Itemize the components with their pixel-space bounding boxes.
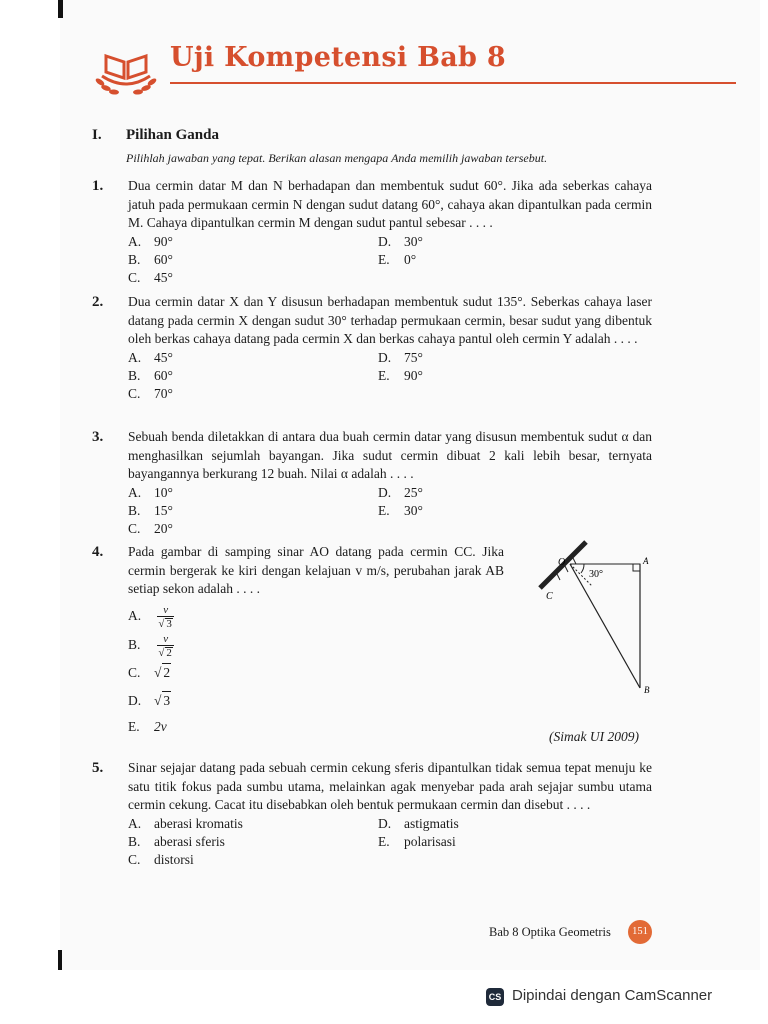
page-corner-mark xyxy=(58,0,63,18)
chapter-title: Uji Kompetensi Bab 8 xyxy=(170,42,506,73)
option-b[interactable]: B. 60° xyxy=(128,367,173,383)
title-underline xyxy=(170,82,736,84)
option-d[interactable]: D. √ 3 xyxy=(128,691,171,711)
answer-options xyxy=(128,349,652,405)
option-e[interactable]: E. 0° xyxy=(378,251,417,267)
option-c[interactable]: C. 70° xyxy=(128,385,173,401)
question-number: 5. xyxy=(92,760,104,776)
option-b[interactable]: B. aberasi sferis xyxy=(128,833,225,849)
option-e[interactable]: E. 30° xyxy=(378,502,423,518)
chapter-header xyxy=(92,38,652,98)
option-c[interactable]: C. 20° xyxy=(128,520,173,536)
answer-options xyxy=(128,599,504,734)
question-3 xyxy=(92,428,652,540)
option-b[interactable]: B. $\frac{v}{√ 2}$ xyxy=(128,632,172,659)
label-c: C xyxy=(546,591,553,602)
answer-options xyxy=(128,484,652,540)
option-d[interactable]: D. 30° xyxy=(378,233,423,249)
option-e[interactable]: E. 2v xyxy=(128,718,167,734)
question-text: Dua cermin datar X dan Y disusun berhadapan membentuk sudut 135°. Seberkas cahaya laser datang pada cermin X dengan sudut 30° terhadap permukaan cermin, besar sudut yang dibentuk oleh berkas cahaya datang pada cermin X dan berkas cahaya pantul oleh cermin Y adalah . . . . xyxy=(128,294,652,346)
option-b[interactable]: B. 15° xyxy=(128,502,173,518)
option-a[interactable]: A. 90° xyxy=(128,233,173,249)
question-text: Dua cermin datar M dan N berhadapan dan membentuk sudut 60°. Jika ada seberkas cahaya jatuh pada permukaan cermin N dengan sudut datang 60°, cahaya akan dipantulkan pada cermin M. Cahaya dipantulkan cermin M dengan sudut pantul sebesar . . . . xyxy=(128,178,652,230)
page-number-badge: 151 xyxy=(628,920,652,944)
section-name: Pilihan Ganda xyxy=(126,127,219,143)
mirror-diagram xyxy=(532,540,662,700)
question-number: 3. xyxy=(92,429,104,445)
question-2 xyxy=(92,293,652,405)
fraction: $\frac{v}{√ 2}$ xyxy=(158,632,172,659)
question-text: Sinar sejajar datang pada sebuah cermin cekung sferis dipantulkan tidak semua tepat menuju ke satu titik fokus pada sumbu utama, melainkan agak menyebar pada arah sejajar sumbu utama cermin cekung. Cacat itu disebabkan oleh bentuk permukaan cermin dan disebut . . . . xyxy=(128,760,652,812)
label-o: O xyxy=(558,557,566,568)
watermark-text: Dipindai dengan CamScanner xyxy=(512,987,713,1004)
option-e[interactable]: E. polarisasi xyxy=(378,833,456,849)
camscanner-logo-icon: CS xyxy=(486,988,504,1006)
question-text: Pada gambar di samping sinar AO datang pada cermin CC. Jika cermin bergerak ke kiri dengan kelajuan v m/s, perubahan jarak AB setiap sekon adalah . . . . xyxy=(128,544,504,596)
book-laurel-icon xyxy=(92,42,160,96)
section-instruction: Pilihlah jawaban yang tepat. Berikan alasan mengapa Anda memilih jawaban tersebut. xyxy=(126,151,548,165)
right-angle-mark xyxy=(633,564,640,571)
label-a: A xyxy=(643,556,649,566)
question-4 xyxy=(92,543,504,734)
question-number: 2. xyxy=(92,294,104,310)
section-number: I. xyxy=(92,127,102,143)
question-number: 1. xyxy=(92,178,104,194)
option-b[interactable]: B. 60° xyxy=(128,251,173,267)
option-c[interactable]: C. √ 2 xyxy=(128,663,171,683)
option-d[interactable]: D. astigmatis xyxy=(378,815,459,831)
option-d[interactable]: D. 25° xyxy=(378,484,423,500)
angle-label: 30° xyxy=(589,569,603,580)
question-text: Sebuah benda diletakkan di antara dua buah cermin datar yang disusun membentuk sudut α dan menghasilkan sejumlah bayangan. Jika sudut cermin dibuat 2 kali lebih besar, ternyata bayangannya berkurang 12 buah. Nilai α adalah . . . . xyxy=(128,429,652,481)
camscanner-watermark xyxy=(472,982,756,1012)
option-a[interactable]: A. 10° xyxy=(128,484,173,500)
answer-options xyxy=(128,233,652,289)
option-a[interactable]: A. 45° xyxy=(128,349,173,365)
answer-options xyxy=(128,815,652,871)
label-b: B xyxy=(644,685,650,695)
option-c[interactable]: C. 45° xyxy=(128,269,173,285)
page-edge-mark xyxy=(58,950,62,970)
option-a[interactable]: A. aberasi kromatis xyxy=(128,815,243,831)
chapter-footer-label: Bab 8 Optika Geometris xyxy=(489,925,611,939)
question-1 xyxy=(92,177,652,289)
fraction: $\frac{v}{√ 3}$ xyxy=(158,603,172,630)
option-e[interactable]: E. 90° xyxy=(378,367,423,383)
option-d[interactable]: D. 75° xyxy=(378,349,423,365)
option-a[interactable]: A. $\frac{v}{√ 3}$ xyxy=(128,603,172,630)
question-5 xyxy=(92,759,652,871)
question-number: 4. xyxy=(92,544,104,560)
question-source: (Simak UI 2009) xyxy=(549,729,639,744)
option-c[interactable]: C. distorsi xyxy=(128,851,194,867)
reflected-ray-ob xyxy=(570,564,640,688)
